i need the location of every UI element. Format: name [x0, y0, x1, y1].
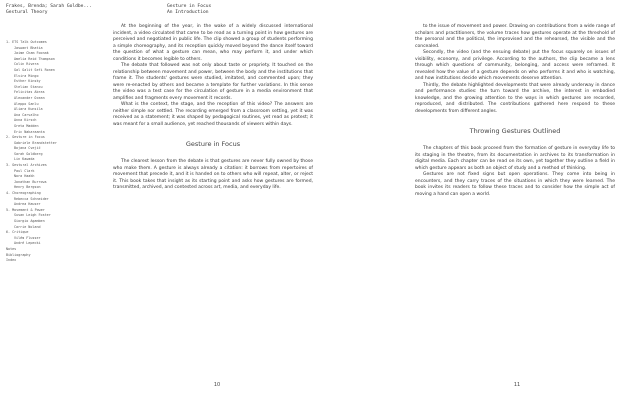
paragraph: Thirdly, the debate highlighted developments that were already underway in dance and performance studies: the turn toward the archive, the interest in embodied knowledge, and the growing attention to the ways in which gestures are recorded, reproduced, and distributed. The contributions gathered here respond to these developments from different angles. [415, 82, 615, 114]
toc-item[interactable]: Elvira Mingo [14, 73, 39, 78]
paragraph: The clearest lesson from the debate is that gestures are never fully owned by those who make them. A gesture is always already a citation: it borrows from repertoires of movement that precede it, and it is handed on to others who will repeat, alter, or reject it. This book takes that insight as its starting point and asks how gestures are formed, transmitted, archived, and contested across art, media, and everyday life. [113, 159, 313, 190]
paragraph: What is the context, the stage, and the reception of this video? The answers are neither simple nor settled. The recording emerged from a classroom setting, yet it was received as a statement; it was shaped by pedagogical routines, yet read as protest; it was meant for a small audience, yet reached thousands of viewers within days. [113, 102, 313, 127]
page-number-left: 10 [213, 382, 221, 388]
toc-item[interactable]: 3. Gestural Archives [6, 163, 47, 168]
toc-item[interactable]: Index [6, 258, 17, 263]
toc-item[interactable]: André Lepecki [14, 241, 41, 246]
toc-item[interactable]: Lin Kawada [14, 157, 35, 162]
left-page-body-continued [113, 159, 313, 192]
right-page-body [415, 24, 615, 115]
section-heading-gesture-in-focus: Gesture in Focus [185, 140, 241, 148]
toc-item[interactable]: Amelia Reid Thompson [14, 56, 55, 61]
toc-item[interactable]: 5. Movement & Power [6, 207, 45, 212]
toc-item[interactable]: 4. Choreographing [6, 191, 41, 196]
toc-item[interactable]: Henry Bergson [14, 185, 41, 190]
toc-item[interactable]: Jaswant Bhatia [14, 45, 43, 50]
toc-item[interactable]: Stelian Stancu [14, 84, 43, 89]
toc-item[interactable]: Susan Leigh Foster [14, 213, 51, 218]
header-book-title: Gestural Theory [6, 10, 48, 15]
toc-item[interactable]: Bibliography [6, 252, 31, 257]
toc-item[interactable]: Gabriele Brandstetter [14, 140, 57, 145]
paragraph: to the issue of movement and power. Drawing on contributions from a wide range of scholars and practitioners, the volume traces how gestures operate at the threshold of the personal and the political, the improvised and the rehearsed, the visible and the concealed. [415, 24, 615, 49]
toc-item[interactable]: Aleppo Sanlu [14, 101, 39, 106]
page-number-right: 11 [513, 382, 521, 388]
left-page-body [113, 24, 313, 128]
toc-item[interactable]: Greta Madden [14, 123, 39, 128]
left-page [113, 24, 313, 192]
toc-item[interactable]: Aliara Kunsila [14, 107, 43, 112]
toc-item[interactable]: 2. Gesture in Focus [6, 135, 45, 140]
toc-item[interactable]: Nora Haakh [14, 174, 35, 179]
toc-item[interactable]: Gal Galit Sefi Ronen [14, 67, 55, 72]
header-chapter-subtitle: An Introduction [167, 10, 209, 15]
toc-item[interactable]: Rebecca Schneider [14, 196, 49, 201]
toc-item[interactable]: Sarah Goldberg [14, 151, 43, 156]
toc-item[interactable]: Alexander Ocean [14, 95, 45, 100]
paragraph: At the beginning of the year, in the wake of a widely discussed international incident, a video circulated that came to be read as a turning point in how gestures are perceived and negotiated in public life. The clip showed a group of students performing a simple choreography, and its reception quickly moved beyond the dance itself toward the question of what a gesture can mean, who may perform it, and under which conditions it becomes legible to others. [113, 24, 313, 62]
toc-item[interactable]: 6. Critique [6, 230, 29, 235]
toc-item[interactable]: Bojana Cvejić [14, 146, 41, 151]
header-book-authors: Frakes, Brenda; Sarah Goldbe... [6, 4, 92, 9]
toc-item[interactable]: Jonathan Burrows [14, 179, 47, 184]
paragraph: The chapters of this book proceed from the formation of gesture in everyday life to its staging in the theatre, from its documentation in archives to its transformation in digital media. Each chapter can be read on its own, yet together they outline a field in which gesture appears as both an object of study and a method of thinking. [415, 146, 615, 171]
header-chapter-title: Gesture in Focus [167, 4, 212, 9]
toc-item[interactable]: Felicitas Abras [14, 90, 45, 95]
toc-item[interactable]: Anna Kirsch [14, 118, 37, 123]
toc-item[interactable]: Jaime Cham Foonak [14, 51, 49, 56]
table-of-contents [6, 40, 98, 264]
right-page-body-continued [415, 146, 615, 198]
toc-item[interactable]: Colin Rivera [14, 62, 39, 67]
toc-item[interactable]: Notes [6, 246, 17, 251]
header-left [6, 4, 92, 16]
paragraph: Secondly, the video (and the ensuing debate) put the focus squarely on issues of visibility, economy, and privilege. According to the authors, the clip became a lens through which questions of community, belonging, and access were reframed. It revealed how the value of a gesture depends on who performs it and who is watching, and how institutions decide which movements deserve attention. [415, 50, 615, 81]
toc-item[interactable]: 1. ETS Talk Outcomes [6, 40, 47, 44]
toc-item[interactable]: Carrie Noland [14, 224, 41, 229]
toc-item[interactable]: Ana Carvalho [14, 112, 39, 117]
header-middle [167, 4, 211, 16]
toc-item[interactable]: Esther Kinsky [14, 79, 41, 84]
paragraph: The debate that followed was not only about taste or propriety. It touched on the relationship between movement and power, between the body and the institutions that frame it. The students' gestures were studied, imitated, and commented upon; they were re-enacted by others and became a template for further variations. In this sense the video was a test case for the circulation of gesture in a media environment that amplifies and fragments every movement it records. [113, 63, 313, 101]
toc-item[interactable]: Eric Nakaraanta [14, 129, 45, 134]
paragraph: Gestures are not fixed signs but open operations. They come into being in encounters, and they carry traces of the situations in which they were learned. The book invites its readers to follow these traces and to consider how the simple act of moving a hand can open a world. [415, 172, 615, 197]
toc-item[interactable]: Vilém Flusser [14, 235, 41, 240]
right-page [415, 24, 615, 198]
toc-item[interactable]: Giorgio Agamben [14, 219, 45, 223]
toc-item[interactable]: Paul Clark [14, 168, 35, 173]
toc-item[interactable]: Andrea Hauser [14, 202, 41, 207]
section-heading-throwing-gestures: Throwing Gestures Outlined [469, 127, 561, 135]
